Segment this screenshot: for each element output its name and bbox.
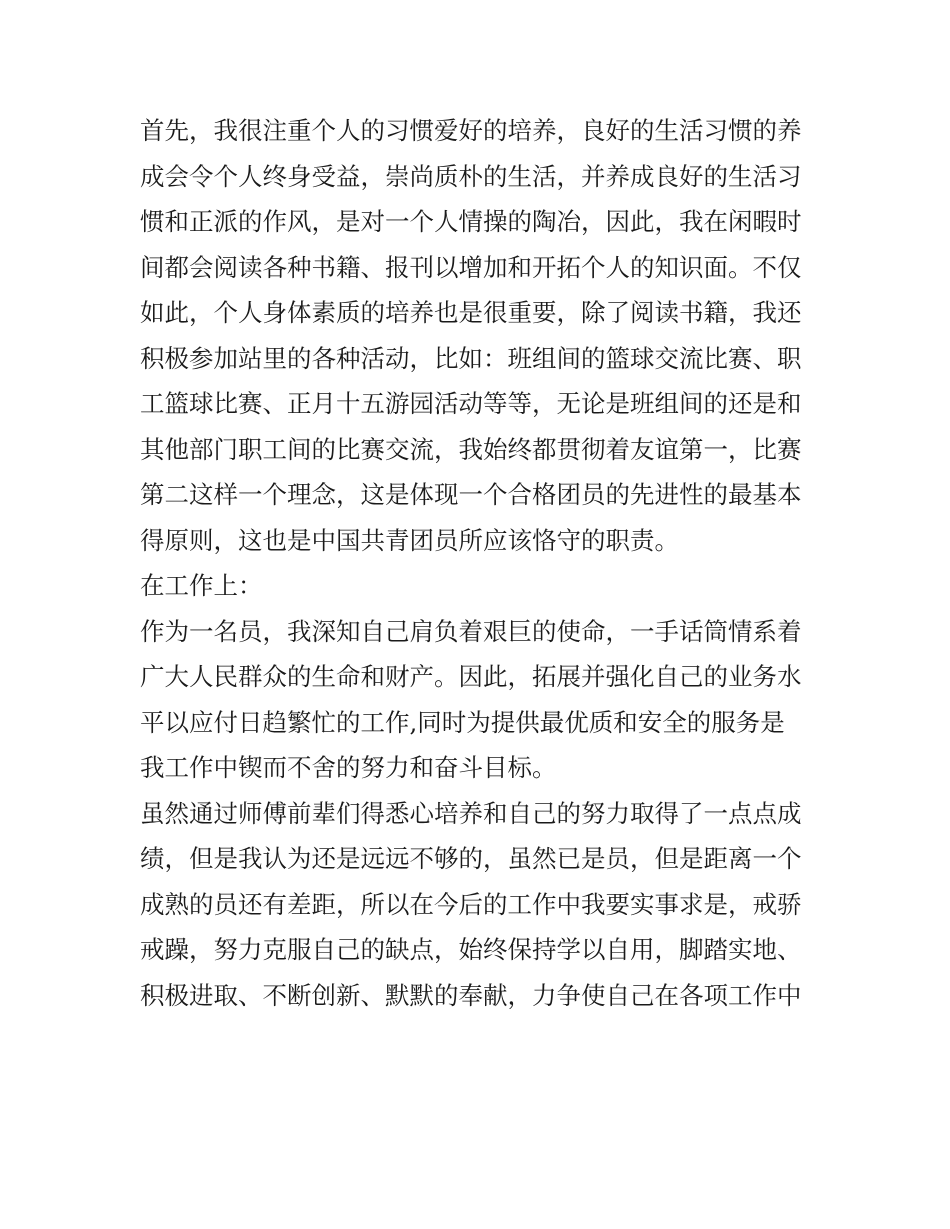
text-line: 我工作中锲而不舍的努力和奋斗目标。 [140,753,557,782]
text-line: 惯和正派的作风，是对一个人情操的陶冶，因此，我在闲暇时 [140,207,802,236]
text-line: 虽然通过师傅前辈们得悉心培养和自己的努力取得了一点点成 [140,798,802,828]
text-line: 成熟的员还有差距，所以在今后的工作中我要实事求是，戒骄 [140,889,802,919]
paragraph-personal-habits [140,108,816,563]
text-line: 广大人民群众的生命和财产。因此，拓展并强化自己的业务水 [140,662,802,691]
text-line: 成会令个人终身受益，崇尚质朴的生活，并养成良好的生活习 [140,161,802,191]
heading-line: 在工作上： [140,571,263,600]
text-line: 其他部门职工间的比赛交流，我始终都贯彻着友谊第一，比赛 [140,434,802,464]
section-heading-work [140,563,816,609]
document-body [140,108,816,1018]
text-line: 间都会阅读各种书籍、报刊以增加和开拓个人的知识面。不仅 [140,252,802,282]
text-line: 平以应付日趋繁忙的工作,同时为提供最优质和安全的服务是 [140,707,785,737]
text-line: 如此，个人身体素质的培养也是很重要，除了阅读书籍，我还 [140,298,802,327]
text-line: 工篮球比赛、正月十五游园活动等等，无论是班组间的还是和 [140,389,802,418]
text-line: 绩，但是我认为还是远远不够的，虽然已是员，但是距离一个 [140,844,802,873]
text-line: 首先，我很注重个人的习惯爱好的培养，良好的生活习惯的养 [140,116,802,145]
text-line: 积极进取、不断创新、默默的奉献，力争使自己在各项工作中 [140,980,802,1010]
text-line: 积极参加站里的各种活动，比如：班组间的篮球交流比赛、职 [140,343,802,373]
text-line: 作为一名员，我深知自己肩负着艰巨的使命，一手话筒情系着 [140,616,802,646]
text-line: 戒躁，努力克服自己的缺点，始终保持学以自用，脚踏实地、 [140,935,802,964]
text-line: 得原则，这也是中国共青团员所应该恪守的职责。 [140,525,679,555]
text-line: 第二这样一个理念，这是体现一个合格团员的先进性的最基本 [140,480,802,509]
paragraph-self-improvement [140,791,816,1019]
paragraph-work-duty [140,609,816,791]
